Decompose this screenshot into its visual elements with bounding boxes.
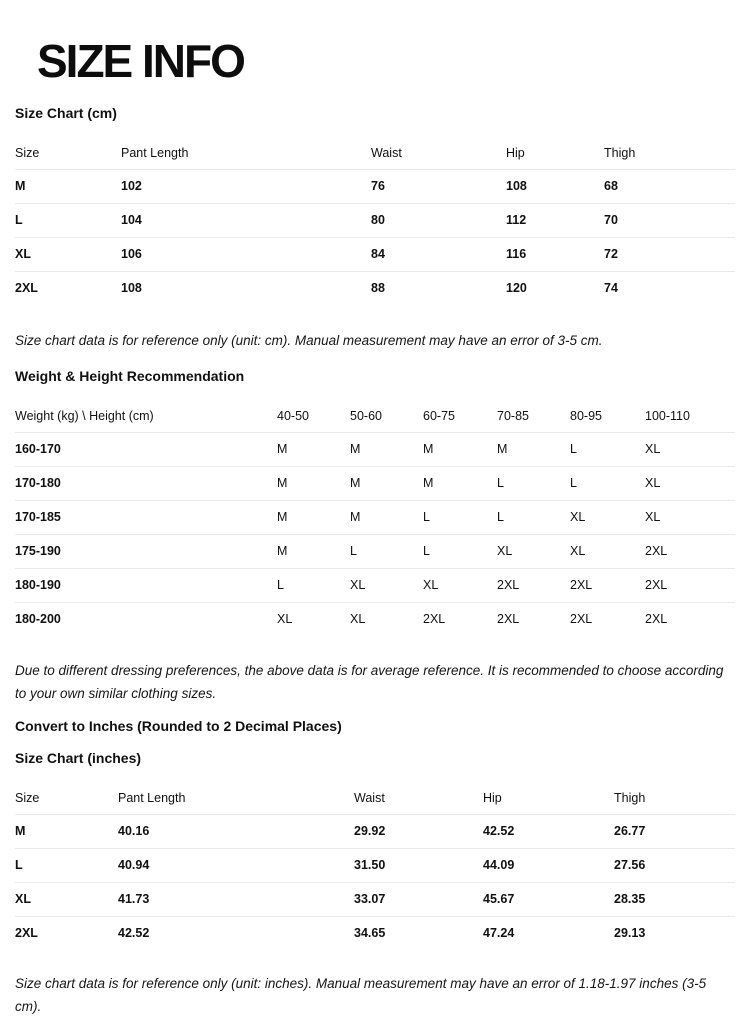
table-row — [15, 602, 735, 636]
column-header-waist: Waist — [371, 138, 506, 169]
weight-range-header: 60-75 — [423, 401, 497, 432]
size-value: L — [570, 476, 577, 490]
table-row — [15, 848, 735, 882]
size-label: 2XL — [15, 281, 38, 296]
size-value: XL — [645, 510, 661, 524]
size-value: M — [350, 442, 361, 456]
size-label: L — [15, 213, 23, 227]
cm-size-table — [15, 138, 735, 305]
cell-value: 47.24 — [483, 926, 515, 941]
table-header-row — [15, 401, 735, 432]
height-range-label: 175-190 — [15, 544, 61, 558]
size-value: XL — [277, 612, 293, 627]
weight-range-header: 70-85 — [497, 401, 570, 432]
size-value: 2XL — [423, 612, 446, 627]
recommendation-table — [15, 401, 735, 636]
size-value: 2XL — [570, 578, 593, 592]
inches-chart-note: Size chart data is for reference only (unit: inches). Manual measurement may have an error of 1.18-1.97 inches (3-5 cm). — [15, 976, 707, 1014]
table-row — [15, 882, 735, 916]
column-header-hip: Hip — [483, 783, 614, 814]
recommendation-heading: Weight & Height Recommendation — [15, 368, 245, 384]
column-header-waist: Waist — [354, 783, 483, 814]
recommendation-note: Due to different dressing preferences, the above data is for average reference. It is recommended to choose according to your own similar clothing sizes. — [15, 663, 724, 701]
corner-label: Weight (kg) \ Height (cm) — [15, 401, 277, 432]
cell-value: 76 — [371, 179, 385, 193]
size-value: XL — [570, 510, 586, 524]
size-label: M — [15, 824, 26, 838]
height-range-label: 180-200 — [15, 612, 61, 627]
size-value: XL — [645, 442, 661, 456]
size-value: 2XL — [497, 612, 520, 627]
size-value: M — [277, 544, 288, 558]
size-value: 2XL — [645, 544, 668, 558]
column-header-size: Size — [15, 138, 121, 169]
column-header-pant-length: Pant Length — [118, 783, 354, 814]
table-row — [15, 203, 735, 237]
size-label: M — [15, 179, 26, 193]
size-value: 2XL — [645, 578, 668, 592]
column-header-hip: Hip — [506, 138, 604, 169]
size-info-page — [0, 35, 750, 1025]
size-value: M — [350, 476, 361, 490]
size-value: M — [423, 442, 434, 456]
size-label: L — [15, 858, 23, 872]
table-row — [15, 271, 735, 305]
table-row — [15, 814, 735, 848]
cm-chart-heading: Size Chart (cm) — [15, 105, 117, 121]
table-row — [15, 432, 735, 466]
height-range-label: 170-180 — [15, 476, 61, 490]
size-value: L — [423, 544, 430, 558]
size-value: M — [350, 510, 361, 524]
cell-value: 72 — [604, 247, 618, 261]
size-value: M — [277, 442, 288, 456]
column-header-thigh: Thigh — [604, 138, 735, 169]
size-value: M — [277, 476, 288, 490]
size-label: XL — [15, 247, 31, 261]
cell-value: 120 — [506, 281, 527, 296]
cell-value: 41.73 — [118, 892, 150, 906]
size-value: M — [497, 442, 508, 456]
cell-value: 68 — [604, 179, 618, 193]
table-row — [15, 916, 735, 950]
weight-range-header: 80-95 — [570, 401, 645, 432]
cell-value: 40.94 — [118, 858, 150, 872]
cell-value: 42.52 — [483, 824, 515, 838]
inches-chart-heading: Size Chart (inches) — [15, 750, 142, 766]
column-header-size: Size — [15, 783, 118, 814]
size-label: 2XL — [15, 926, 38, 941]
column-header-pant-length: Pant Length — [121, 138, 371, 169]
cell-value: 44.09 — [483, 858, 515, 872]
cell-value: 104 — [121, 213, 142, 227]
size-value: XL — [350, 612, 366, 627]
cell-value: 27.56 — [614, 858, 646, 872]
cell-value: 88 — [371, 281, 385, 296]
table-row — [15, 237, 735, 271]
inches-size-table — [15, 783, 735, 950]
size-value: 2XL — [645, 612, 668, 627]
size-value: XL — [350, 578, 366, 592]
size-value: L — [423, 510, 430, 524]
cell-value: 116 — [506, 247, 527, 261]
table-row — [15, 500, 735, 534]
cell-value: 28.35 — [614, 892, 646, 906]
cell-value: 45.67 — [483, 892, 515, 906]
size-value: L — [497, 510, 504, 524]
cell-value: 80 — [371, 213, 385, 227]
cell-value: 108 — [121, 281, 142, 296]
cell-value: 26.77 — [614, 824, 646, 838]
cell-value: 102 — [121, 179, 142, 193]
cell-value: 108 — [506, 179, 527, 193]
cm-chart-note: Size chart data is for reference only (unit: cm). Manual measurement may have an error of 3-5 cm. — [15, 333, 603, 348]
height-range-label: 170-185 — [15, 510, 61, 524]
height-range-label: 180-190 — [15, 578, 61, 592]
cell-value: 70 — [604, 213, 618, 227]
table-row — [15, 466, 735, 500]
convert-heading: Convert to Inches (Rounded to 2 Decimal Places) — [15, 718, 342, 734]
cell-value: 31.50 — [354, 858, 386, 872]
weight-range-header: 100-110 — [645, 401, 735, 432]
table-row — [15, 568, 735, 602]
page-title: SIZE INFO — [37, 35, 244, 87]
cell-value: 112 — [506, 213, 527, 227]
table-row — [15, 169, 735, 203]
size-value: XL — [645, 476, 661, 490]
cell-value: 33.07 — [354, 892, 386, 906]
weight-range-header: 40-50 — [277, 401, 350, 432]
cell-value: 84 — [371, 247, 385, 261]
size-value: XL — [423, 578, 439, 592]
cell-value: 29.13 — [614, 926, 646, 941]
cell-value: 106 — [121, 247, 142, 261]
size-value: L — [350, 544, 357, 558]
size-value: L — [277, 578, 284, 592]
size-value: XL — [570, 544, 586, 558]
cell-value: 29.92 — [354, 824, 386, 838]
size-value: M — [423, 476, 434, 490]
table-row — [15, 534, 735, 568]
cell-value: 42.52 — [118, 926, 150, 941]
size-label: XL — [15, 892, 31, 906]
size-value: 2XL — [497, 578, 520, 592]
table-header-row — [15, 783, 735, 814]
cell-value: 40.16 — [118, 824, 150, 838]
table-header-row — [15, 138, 735, 169]
cell-value: 34.65 — [354, 926, 386, 941]
weight-range-header: 50-60 — [350, 401, 423, 432]
column-header-thigh: Thigh — [614, 783, 735, 814]
height-range-label: 160-170 — [15, 442, 61, 456]
size-value: M — [277, 510, 288, 524]
size-value: XL — [497, 544, 513, 558]
size-value: 2XL — [570, 612, 593, 627]
size-value: L — [570, 442, 577, 456]
size-value: L — [497, 476, 504, 490]
cell-value: 74 — [604, 281, 618, 296]
